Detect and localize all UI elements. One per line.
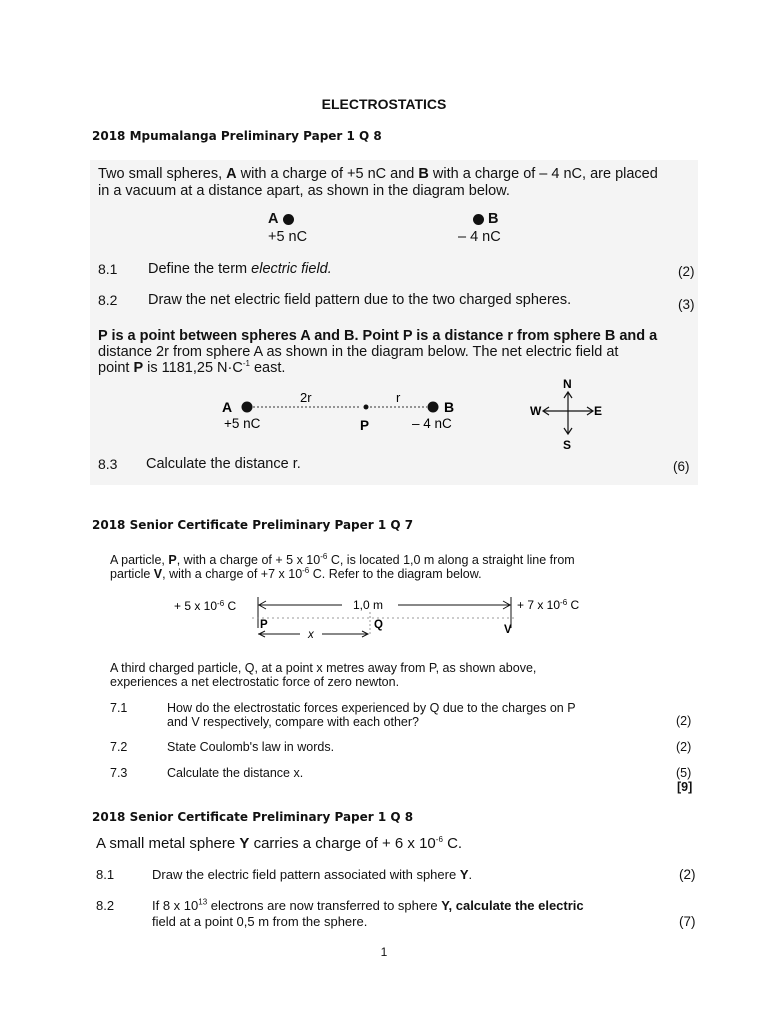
item-8-2-number: 8.2 <box>98 292 118 308</box>
sphere-a-charge: +5 nC <box>268 229 308 245</box>
q2-para2-line2: experiences a net electrostatic force of zero newton. <box>110 675 400 689</box>
item-8-2-text: Draw the net electric field pattern due to the two charged spheres. <box>148 292 572 308</box>
item-7-2-number: 7.2 <box>110 740 128 754</box>
item-7-3-marks: (5) <box>676 766 692 780</box>
diagram2-label-p: P <box>360 418 370 433</box>
sphere-b-charge: – 4 nC <box>458 229 501 245</box>
item-8-2-marks: (3) <box>678 297 695 312</box>
diagram-p-q-v <box>170 592 630 644</box>
compass-rose <box>528 374 608 452</box>
item-8-3-number: 8.3 <box>98 456 118 472</box>
diagram2-charge-b: – 4 nC <box>412 416 452 431</box>
distance-r-label: r <box>396 390 401 405</box>
item-8-1-marks: (2) <box>678 264 695 279</box>
item-8-3-text: Calculate the distance r. <box>146 456 301 472</box>
particle-p-label: P <box>260 619 268 631</box>
diagram2-label-a: A <box>222 399 233 415</box>
item-q3-8-1-text: Draw the electric field pattern associated with sphere Y. <box>152 867 473 882</box>
q1-intro-line2: in a vacuum at a distance apart, as shown in the diagram below. <box>98 183 510 199</box>
section-header-mpumalanga: 2018 Mpumalanga Preliminary Paper 1 Q 8 <box>92 129 382 143</box>
q2-intro-line1: A particle, P, with a charge of + 5 x $10^{-6}$ C, is located 1,0 m along a straight line from <box>110 551 575 567</box>
item-7-3-number: 7.3 <box>110 766 128 780</box>
item-7-1-marks: (2) <box>676 714 692 728</box>
compass-n: N <box>563 377 572 391</box>
diagram2-label-b: B <box>444 399 455 415</box>
compass-s: S <box>563 438 572 452</box>
item-7-3-text: Calculate the distance x. <box>167 766 304 780</box>
item-q3-8-1-marks: (2) <box>679 867 696 882</box>
section-header-senior-q7: 2018 Senior Certificate Preliminary Paper 1 Q 7 <box>92 518 414 532</box>
item-q3-8-2-number: 8.2 <box>96 898 115 913</box>
item-8-1-text: Define the term electric field. <box>148 261 332 277</box>
q2-intro-line2: particle V, with a charge of +7 x $10^{-6}$ C. Refer to the diagram below. <box>110 565 482 581</box>
charge-p-label: + 5 x $10^{-6}$ C <box>174 598 237 613</box>
q1-intro-line1: Two small spheres, A with a charge of +5 nC and B with a charge of – 4 nC, are placed <box>98 166 658 182</box>
diagram2-sphere-b <box>428 402 439 413</box>
sphere-a-dot <box>283 214 294 225</box>
q1-para2-line2: distance 2r from sphere A as shown in the diagram below. The net electric field at <box>98 344 619 360</box>
section-header-senior-q8: 2018 Senior Certificate Preliminary Paper 1 Q 8 <box>92 810 414 824</box>
charge-v-label: + 7 x $10^{-6}$ C <box>517 597 580 612</box>
distance-2r-label: 2r <box>300 390 312 405</box>
page-number: 1 <box>380 945 388 959</box>
particle-v-label: V <box>504 624 512 636</box>
particle-q-label: Q <box>374 619 383 631</box>
item-7-1-number: 7.1 <box>110 701 128 715</box>
compass-w: W <box>530 404 542 418</box>
diagram-a-p-b <box>220 388 470 436</box>
q3-intro: A small metal sphere Y carries a charge of + 6 x $10^{-6}$ C. <box>96 835 463 852</box>
item-q3-8-1-number: 8.1 <box>96 867 115 882</box>
item-q3-8-2-line2: field at a point 0,5 m from the sphere. <box>152 914 368 929</box>
item-7-1-line1: How do the electrostatic forces experienced by Q due to the charges on P <box>167 701 576 715</box>
item-7-2-marks: (2) <box>676 740 692 754</box>
q2-para2-line1: A third charged particle, Q, at a point x metres away from P, as shown above, <box>110 661 537 675</box>
item-q3-8-2-marks: (7) <box>679 914 696 929</box>
page-title: ELECTROSTATICS <box>321 96 447 112</box>
diagram2-charge-a: +5 nC <box>224 416 261 431</box>
point-p-dot <box>364 405 369 410</box>
q1-para2-line3: point P is 1181,25 $N\cdot C^{-1}$ east. <box>98 359 286 376</box>
item-7-1-line2: and V respectively, compare with each other? <box>167 715 419 729</box>
sphere-b-label: B <box>473 211 499 228</box>
question-7-total: [9] <box>677 780 693 794</box>
item-8-1-number: 8.1 <box>98 261 118 277</box>
diagram2-sphere-a <box>242 402 253 413</box>
sphere-b-dot <box>473 214 484 225</box>
sphere-a-label: A <box>268 211 294 228</box>
compass-e: E <box>594 404 603 418</box>
q1-para2-line1: P is a point between spheres A and B. Point P is a distance r from sphere B and a <box>98 328 658 344</box>
distance-x-label: x <box>308 629 314 641</box>
item-q3-8-2-line1: If 8 x $10^{13}$ electrons are now transferred to sphere Y, calculate the electric <box>152 897 584 913</box>
item-7-2-text: State Coulomb's law in words. <box>167 740 335 754</box>
distance-1m-label: 1,0 m <box>353 598 384 612</box>
item-8-3-marks: (6) <box>673 459 690 474</box>
